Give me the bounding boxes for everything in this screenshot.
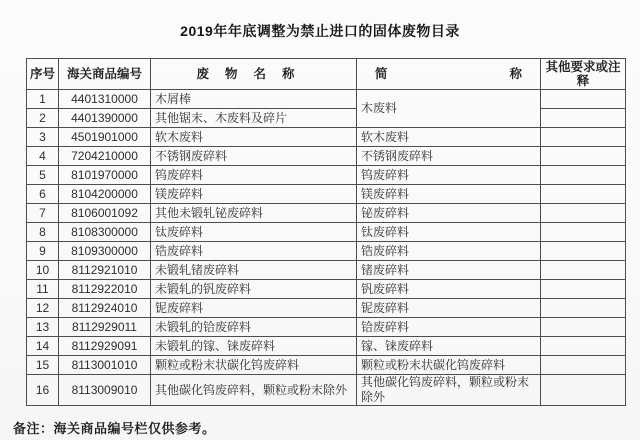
header-other-notes: 其他要求或注释: [541, 59, 626, 90]
brief-name-cell: 铋废碎料: [357, 204, 541, 223]
table-row: [27, 242, 626, 261]
row-index-cell: 7: [27, 204, 59, 223]
page-title: 2019年年底调整为禁止进口的固体废物目录: [180, 23, 460, 39]
brief-name-cell: 其他碳化钨废碎料，颗粒或粉末除外: [357, 375, 541, 406]
hs-code-cell: 8106001092: [59, 204, 151, 223]
waste-name-cell: 未锻轧锗废碎料: [151, 261, 357, 280]
other-notes-cell: [541, 356, 626, 375]
table-row: [27, 204, 626, 223]
other-notes-cell: [541, 147, 626, 166]
table-row: [27, 90, 626, 109]
waste-catalog-table: [26, 58, 626, 406]
hs-code-cell: 8108300000: [59, 223, 151, 242]
hs-code-cell: 8113001010: [59, 356, 151, 375]
table-row: [27, 166, 626, 185]
row-index-cell: 2: [27, 109, 59, 128]
hs-code-cell: 8112921010: [59, 261, 151, 280]
table-row: [27, 128, 626, 147]
hs-code-cell: 8113009010: [59, 375, 151, 406]
row-index-cell: 12: [27, 299, 59, 318]
table-row: [27, 375, 626, 406]
other-notes-cell: [541, 318, 626, 337]
other-notes-cell: [541, 337, 626, 356]
brief-name-cell: 钒废碎料: [357, 280, 541, 299]
hs-code-cell: 8112929091: [59, 337, 151, 356]
waste-name-cell: 其他未锻轧铋废碎料: [151, 204, 357, 223]
table-row: [27, 223, 626, 242]
waste-name-cell: 其他碳化钨废碎料，颗粒或粉末除外: [151, 375, 357, 406]
brief-name-cell: 铪废碎料: [357, 318, 541, 337]
other-notes-cell: [541, 280, 626, 299]
brief-name-cell: 铌废碎料: [357, 299, 541, 318]
other-notes-cell: [541, 166, 626, 185]
other-notes-cell: [541, 109, 626, 128]
row-index-cell: 4: [27, 147, 59, 166]
table-body: [27, 90, 626, 406]
other-notes-cell: [541, 204, 626, 223]
row-index-cell: 9: [27, 242, 59, 261]
footnote: 备注：海关商品编号栏仅供参考。: [13, 421, 216, 436]
table-row: [27, 299, 626, 318]
row-index-cell: 10: [27, 261, 59, 280]
waste-name-cell: 木屑棒: [151, 90, 357, 109]
other-notes-cell: [541, 261, 626, 280]
hs-code-cell: 4501901000: [59, 128, 151, 147]
table-row: [27, 318, 626, 337]
row-index-cell: 6: [27, 185, 59, 204]
header-hs-code: 海关商品编号: [59, 59, 151, 90]
brief-name-cell: 颗粒或粉末状碳化钨废碎料: [357, 356, 541, 375]
brief-name-cell: 软木废料: [357, 128, 541, 147]
row-index-cell: 3: [27, 128, 59, 147]
row-index-cell: 5: [27, 166, 59, 185]
hs-code-cell: 4401390000: [59, 109, 151, 128]
hs-code-cell: 8104200000: [59, 185, 151, 204]
table-row: [27, 185, 626, 204]
brief-name-cell: 镓、铼废碎料: [357, 337, 541, 356]
header-index: 序号: [27, 59, 59, 90]
other-notes-cell: [541, 185, 626, 204]
brief-name-cell: 锗废碎料: [357, 261, 541, 280]
waste-name-cell: 未锻轧的铪废碎料: [151, 318, 357, 337]
header-brief-name: 简称: [357, 59, 541, 90]
header-waste-name: 废物名称: [151, 59, 357, 90]
waste-name-cell: 镁废碎料: [151, 185, 357, 204]
other-notes-cell: [541, 242, 626, 261]
waste-name-cell: 未锻轧的镓、铼废碎料: [151, 337, 357, 356]
table-row: [27, 261, 626, 280]
waste-name-cell: 软木废料: [151, 128, 357, 147]
row-index-cell: 14: [27, 337, 59, 356]
hs-code-cell: 7204210000: [59, 147, 151, 166]
brief-name-cell: 木废料: [357, 90, 541, 128]
hs-code-cell: 8112924010: [59, 299, 151, 318]
brief-name-cell: 镁废碎料: [357, 185, 541, 204]
row-index-cell: 13: [27, 318, 59, 337]
other-notes-cell: [541, 375, 626, 406]
waste-name-cell: 颗粒或粉末状碳化钨废碎料: [151, 356, 357, 375]
table-row: [27, 337, 626, 356]
row-index-cell: 8: [27, 223, 59, 242]
row-index-cell: 1: [27, 90, 59, 109]
waste-name-cell: 锆废碎料: [151, 242, 357, 261]
brief-name-cell: 锆废碎料: [357, 242, 541, 261]
hs-code-cell: 8112929011: [59, 318, 151, 337]
brief-name-cell: 不锈钢废碎料: [357, 147, 541, 166]
other-notes-cell: [541, 90, 626, 109]
waste-name-cell: 钛废碎料: [151, 223, 357, 242]
table-row: [27, 356, 626, 375]
waste-name-cell: 钨废碎料: [151, 166, 357, 185]
table-row: [27, 147, 626, 166]
row-index-cell: 11: [27, 280, 59, 299]
hs-code-cell: 8112922010: [59, 280, 151, 299]
hs-code-cell: 8101970000: [59, 166, 151, 185]
table-row: [27, 280, 626, 299]
waste-name-cell: 未锻轧的钒废碎料: [151, 280, 357, 299]
waste-name-cell: 铌废碎料: [151, 299, 357, 318]
row-index-cell: 16: [27, 375, 59, 406]
brief-name-cell: 钨废碎料: [357, 166, 541, 185]
row-index-cell: 15: [27, 356, 59, 375]
other-notes-cell: [541, 128, 626, 147]
hs-code-cell: 4401310000: [59, 90, 151, 109]
brief-name-cell: 钛废碎料: [357, 223, 541, 242]
waste-name-cell: 其他锯末、木废料及碎片: [151, 109, 357, 128]
other-notes-cell: [541, 223, 626, 242]
hs-code-cell: 8109300000: [59, 242, 151, 261]
header-row: [27, 59, 626, 90]
table-header: [27, 59, 626, 90]
waste-name-cell: 不锈钢废碎料: [151, 147, 357, 166]
other-notes-cell: [541, 299, 626, 318]
